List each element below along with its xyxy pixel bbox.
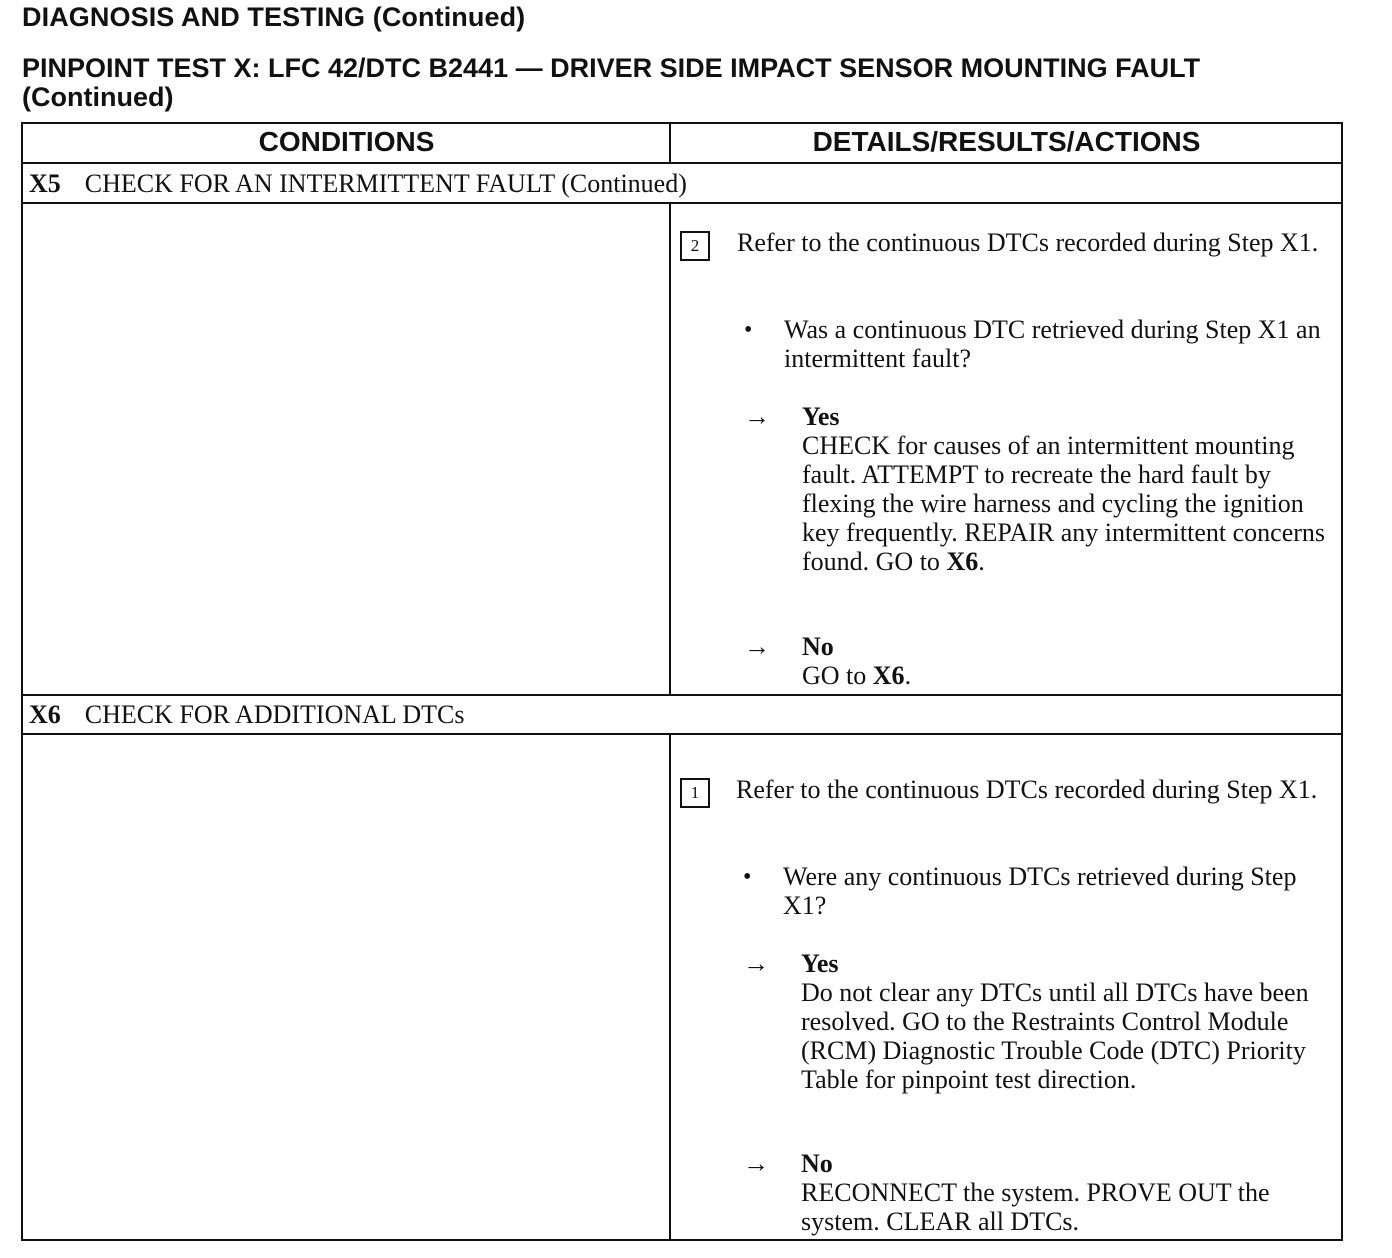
step-x5-no-label: No [802, 632, 834, 661]
step-x6-rule [23, 733, 1341, 735]
step-x5-no-arrow: → [744, 632, 770, 661]
step-x5-no-text: GO to X6. [802, 661, 912, 690]
step-x5-bullet: • [744, 317, 753, 343]
step-x6-divider [669, 733, 671, 1239]
step-x6-title-row [29, 700, 464, 730]
test-title-line1: PINPOINT TEST X: LFC 42/DTC B2441 — DRIVER SIDE IMPACT SENSOR MOUNTING FAULT [22, 53, 1201, 83]
step-x6-no-label: No [801, 1149, 833, 1178]
step-x5-yes-answer [802, 402, 1327, 576]
step-x6-question: Were any continuous DTCs retrieved during Step X1? [783, 862, 1297, 920]
step-x6-no-text: RECONNECT the system. PROVE OUT the system. CLEAR all DTCs. [801, 1178, 1270, 1236]
step-x5-instruction: Refer to the continuous DTCs recorded during Step X1. [737, 228, 1319, 257]
conditions-column-header: CONDITIONS [258, 126, 435, 157]
step-x6-top-rule [23, 694, 1341, 696]
step-x5-rule [23, 202, 1341, 204]
step-x5-no-target: X6 [872, 661, 905, 690]
test-title-line2: (Continued) [22, 82, 174, 112]
step-x6-details [680, 775, 1340, 1235]
pinpoint-test-title [22, 54, 1362, 112]
step-x5-title-row [29, 169, 687, 199]
step-x6-title: CHECK FOR ADDITIONAL DTCs [84, 700, 465, 729]
step-x6-id: X6 [29, 700, 61, 729]
step-x5-details [680, 228, 1340, 688]
header-rule [23, 162, 1341, 164]
step-x6-yes-label: Yes [801, 949, 839, 978]
step-x5-yes-arrow: → [744, 402, 770, 431]
step-x6-instruction: Refer to the continuous DTCs recorded during Step X1. [736, 775, 1318, 804]
step-x6-yes-text: Do not clear any DTCs until all DTCs have been resolved. GO to the Restraints Control Module (RCM) Diagnostic Trouble Code (DTC) Priority Table for pinpoint test direction. [801, 978, 1309, 1094]
step-x6-no-arrow: → [743, 1149, 769, 1178]
step-x5-yes-label: Yes [802, 402, 840, 431]
step-x5-step-number-box: 2 [680, 231, 710, 261]
step-x5-yes-text: CHECK for causes of an intermittent mounting fault. ATTEMPT to recreate the hard fault by flexing the wire harness and cycling the ignition key frequently. REPAIR any intermittent concerns found. GO to X6. [802, 431, 1326, 576]
step-x5-title: CHECK FOR AN INTERMITTENT FAULT (Continued) [84, 169, 687, 198]
details-column-header: DETAILS/RESULTS/ACTIONS [812, 126, 1201, 157]
step-x6-bullet: • [743, 864, 752, 890]
step-x6-yes-answer [801, 949, 1336, 1094]
step-x5-yes-target: X6 [946, 547, 979, 576]
pinpoint-test-table [21, 122, 1343, 1241]
step-x5-no-answer [802, 632, 1327, 690]
step-x5-id: X5 [29, 169, 61, 198]
step-x6-yes-arrow: → [743, 949, 769, 978]
section-title: DIAGNOSIS AND TESTING (Continued) [22, 2, 526, 32]
step-x5-question: Was a continuous DTC retrieved during Step X1 an intermittent fault? [784, 315, 1321, 373]
step-x6-no-answer [801, 1149, 1321, 1236]
step-x5-divider [669, 202, 671, 694]
header-divider [669, 124, 671, 162]
step-x6-step-number-box: 1 [680, 778, 710, 808]
